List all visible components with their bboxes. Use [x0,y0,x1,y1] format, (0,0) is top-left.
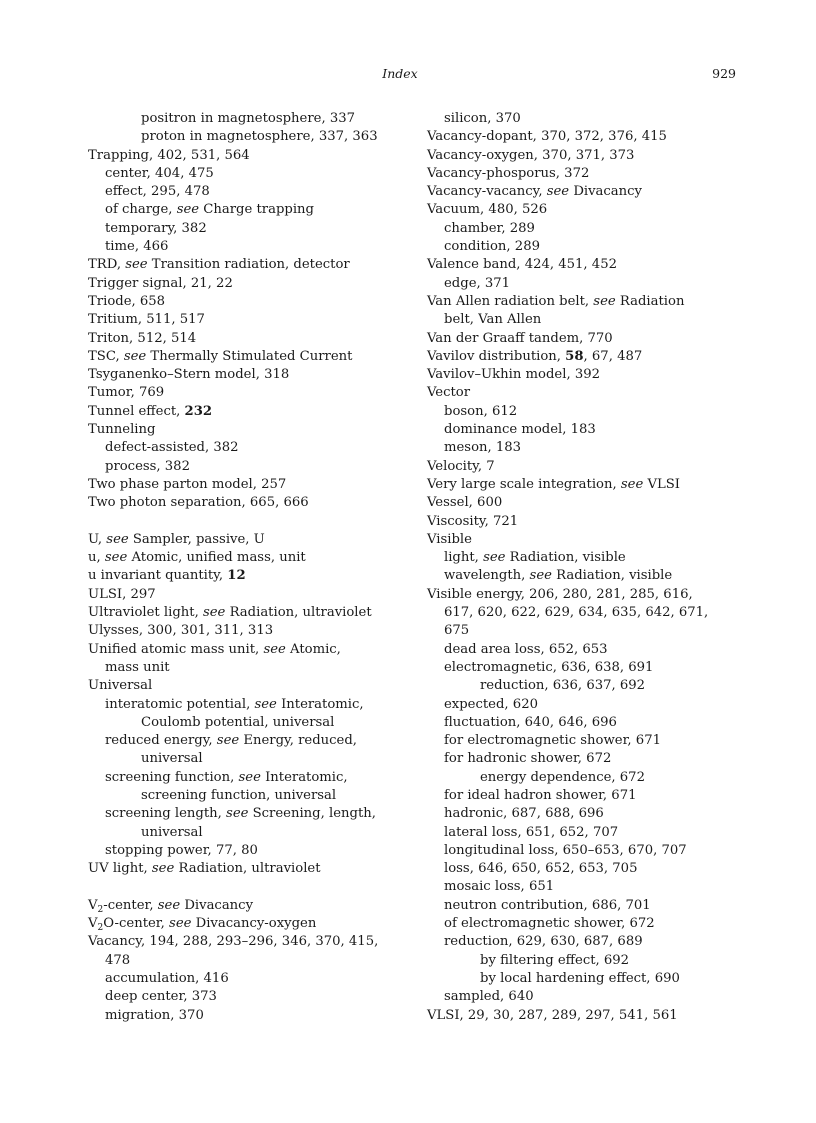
index-subentry [427,275,747,293]
entry-text: Trigger signal, 21, 22 [88,275,233,291]
entry-text: u, [88,550,105,566]
index-subentry [88,201,408,219]
entry-text: Two photon separation, 665, 666 [88,495,309,511]
entry-text: Energy, reduced, [239,733,357,749]
entry-text: mosaic loss, 651 [444,879,555,895]
index-subentry [88,238,408,256]
index-subentry [427,421,747,439]
entry-text: Divacancy [569,184,642,200]
index-entry [88,860,408,878]
entry-text: of electromagnetic shower, 672 [444,916,655,932]
index-entry [88,293,408,311]
see-reference: see [104,550,128,566]
index-entry [427,293,747,311]
index-subentry [427,824,747,842]
entry-text: Tunnel effect, [88,403,185,419]
index-entry [88,933,408,951]
index-subentry [427,878,747,896]
index-subentry [427,567,747,585]
entry-text: Charge trapping [199,202,314,218]
index-column-right [427,110,747,1025]
see-reference: see [151,861,175,877]
entry-text: Van der Graaff tandem, 770 [427,330,613,346]
entry-text: sampled, 640 [444,989,534,1005]
index-entry [88,915,408,933]
index-entry [427,183,747,201]
index-entry [88,476,408,494]
index-subentry [88,128,408,146]
index-entry [88,330,408,348]
entry-text: Very large scale integration, [427,476,621,492]
index-subentry [88,110,408,128]
entry-text: Tsyganenko–Stern model, 318 [88,367,290,383]
entry-text: screening length, [105,806,227,822]
entry-text: V [88,897,98,913]
entry-text: by local hardening effect, 690 [480,970,680,986]
index-entry [427,201,747,219]
entry-text: Vavilov–Ukhin model, 392 [427,367,601,383]
entry-text: condition, 289 [444,239,540,255]
entry-text: proton in magnetosphere, 337, 363 [141,129,378,145]
see-reference: see [546,184,570,200]
entry-text: stopping power, 77, 80 [105,842,258,858]
entry-text: chamber, 289 [444,220,535,236]
entry-text: Divacancy-oxygen [191,916,317,932]
entry-text: Triode, 658 [88,293,166,309]
entry-text: ULSI, 297 [88,586,156,602]
index-subentry [88,183,408,201]
index-subentry [427,549,747,567]
entry-text: Velocity, 7 [427,458,495,474]
index-entry [427,1007,747,1025]
running-header-title: Index [382,66,418,81]
see-reference: see [216,733,240,749]
entry-text: VLSI [643,476,680,492]
entry-text: Radiation, visible [551,568,673,584]
index-entry [88,641,408,659]
entry-text: 675 [444,623,470,639]
index-entry [427,147,747,165]
entry-text: Thermally Stimulated Current [146,348,353,364]
entry-text: Vessel, 600 [427,495,503,511]
entry-text: reduction, 636, 637, 692 [480,678,646,694]
index-subentry [88,988,408,1006]
entry-text: boson, 612 [444,403,518,419]
index-entry [427,165,747,183]
entry-text: Radiation, ultraviolet [225,605,372,621]
index-entry [427,330,747,348]
index-subentry [427,897,747,915]
see-reference: see [106,531,129,547]
index-subentry [88,787,408,805]
index-entry [88,403,408,421]
entry-text: Atomic, unified mass, unit [127,550,306,566]
entry-text: UV light, [88,861,152,877]
bold-page-ref: 12 [227,568,246,584]
entry-text: Vacancy-phosporus, 372 [427,165,590,181]
index-subentry [427,659,747,677]
entry-text: Radiation, visible [505,550,626,566]
index-subentry [427,238,747,256]
entry-text: Universal [88,678,153,694]
entry-text: Visible energy, 206, 280, 281, 285, 616, [427,586,693,602]
index-letter-gap [88,878,408,896]
entry-text: Vacuum, 480, 526 [427,202,548,218]
index-entry [88,549,408,567]
entry-text: light, [444,550,484,566]
entry-text: edge, 371 [444,275,511,291]
entry-text: -center, [103,897,158,913]
index-entry [427,128,747,146]
index-subentry [427,220,747,238]
entry-text: Triton, 512, 514 [88,330,197,346]
entry-text: deep center, 373 [105,989,217,1005]
entry-text: screening function, universal [141,787,337,803]
index-letter-gap [88,513,408,531]
index-entry [88,311,408,329]
index-subentry [427,677,747,695]
entry-text: Radiation [615,293,685,309]
entry-text: 2 [97,904,104,915]
entry-text: of charge, [105,202,177,218]
page-number: 929 [712,66,736,81]
entry-text: Vacancy-oxygen, 370, 371, 373 [427,147,635,163]
index-subentry [88,165,408,183]
index-entry [427,348,747,366]
index-entry [427,476,747,494]
entry-text: V [88,916,98,932]
entry-text: for ideal hadron shower, 671 [444,787,637,803]
entry-text: for hadronic shower, 672 [444,751,612,767]
see-reference: see [125,257,148,273]
see-reference: see [254,696,277,712]
entry-text: positron in magnetosphere, 337 [141,111,356,126]
entry-text: Van Allen radiation belt, [427,293,594,309]
entry-text: u invariant quantity, [88,568,228,584]
entry-text: silicon, 370 [444,111,521,126]
entry-text: Interatomic, [260,769,348,785]
entry-text: center, 404, 475 [105,165,214,181]
index-entry [427,531,747,549]
entry-text: Ulysses, 300, 301, 311, 313 [88,623,274,639]
index-entry [88,275,408,293]
entry-text: Ultraviolet light, [88,605,203,621]
index-entry [427,366,747,384]
index-entry [427,256,747,274]
index-subentry [88,952,408,970]
index-entry [88,384,408,402]
entry-text: for electromagnetic shower, 671 [444,733,661,749]
entry-text: meson, 183 [444,440,522,456]
entry-text: hadronic, 687, 688, 696 [444,806,604,822]
index-subentry [427,860,747,878]
index-subentry [88,732,408,750]
index-entry [88,256,408,274]
index-column-left [88,110,408,1025]
entry-text: by filtering effect, 692 [480,952,630,968]
entry-text: 478 [105,952,131,968]
index-subentry [88,1007,408,1025]
entry-text: U, [88,531,107,547]
entry-text: Tunneling [88,422,156,438]
entry-text: interatomic potential, [105,696,255,712]
index-entry [88,494,408,512]
index-subentry [88,769,408,787]
entry-text: Trapping, 402, 531, 564 [88,147,250,163]
index-entry [427,384,747,402]
entry-text: , 67, 487 [583,348,643,364]
entry-text: Viscosity, 721 [427,513,519,529]
index-subentry [88,842,408,860]
entry-text: energy dependence, 672 [480,769,645,785]
index-entry [88,897,408,915]
entry-text: electromagnetic, 636, 638, 691 [444,659,654,675]
entry-text: temporary, 382 [105,220,207,236]
entry-text: reduced energy, [105,733,217,749]
see-reference: see [238,769,261,785]
index-subentry [88,458,408,476]
index-entry [88,677,408,695]
see-reference: see [483,550,506,566]
entry-text: neutron contribution, 686, 701 [444,897,651,913]
index-entry [88,622,408,640]
index-entry [427,494,747,512]
index-entry [88,567,408,585]
index-entry [427,458,747,476]
see-reference: see [169,916,192,932]
index-entry [88,147,408,165]
index-subentry [427,933,747,951]
entry-text: Vacancy, 194, 288, 293–296, 346, 370, 415, [88,934,379,950]
index-subentry [427,439,747,457]
index-subentry [427,805,747,823]
entry-text: migration, 370 [105,1007,204,1023]
index-entry [88,421,408,439]
entry-text: Vacancy-vacancy, [427,184,547,200]
entry-text: lateral loss, 651, 652, 707 [444,824,619,840]
index-subentry [427,641,747,659]
index-subentry [88,659,408,677]
index-subentry [427,842,747,860]
see-reference: see [123,348,147,364]
entry-text: Tumor, 769 [88,385,165,401]
index-subentry [88,750,408,768]
entry-text: time, 466 [105,239,169,255]
bold-page-ref: 58 [565,348,584,364]
index-subentry [427,732,747,750]
index-subentry [427,988,747,1006]
index-subentry [427,952,747,970]
entry-text: Vacancy-dopant, 370, 372, 376, 415 [427,129,667,145]
index-subentry [427,403,747,421]
entry-text: Atomic, [285,641,341,657]
entry-text: fluctuation, 640, 646, 696 [444,714,617,730]
entry-text: Two phase parton model, 257 [88,476,287,492]
index-subentry [88,714,408,732]
entry-text: Visible [427,531,472,547]
entry-text: belt, Van Allen [444,312,542,328]
see-reference: see [176,202,200,218]
entry-text: Coulomb potential, universal [141,714,335,730]
entry-text: TSC, [88,348,124,364]
bold-page-ref: 232 [184,403,213,419]
entry-text: effect, 295, 478 [105,184,210,200]
index-subentry [88,970,408,988]
entry-text: Vector [427,385,471,401]
entry-text: universal [141,824,203,840]
index-entry [88,348,408,366]
entry-text: reduction, 629, 630, 687, 689 [444,934,643,950]
index-subentry [427,970,747,988]
index-subentry [427,604,747,622]
see-reference: see [529,568,552,584]
see-reference: see [157,897,181,913]
entry-text: loss, 646, 650, 652, 653, 705 [444,861,638,877]
entry-text: expected, 620 [444,696,538,712]
index-subentry [88,696,408,714]
index-subentry [88,220,408,238]
index-entry [88,604,408,622]
entry-text: dead area loss, 652, 653 [444,641,608,657]
see-reference: see [202,605,226,621]
entry-text: universal [141,751,203,767]
entry-text: 2 [97,923,104,934]
entry-text: Transition radiation, detector [147,257,350,273]
entry-text: longitudinal loss, 650–653, 670, 707 [444,842,687,858]
index-entry [427,586,747,604]
entry-text: Screening, length, [248,806,376,822]
index-subentry [427,714,747,732]
entry-text: Vavilov distribution, [427,348,566,364]
see-reference: see [620,476,644,492]
index-subentry [427,622,747,640]
entry-text: mass unit [105,659,170,675]
entry-text: Unified atomic mass unit, [88,641,264,657]
see-reference: see [593,293,616,309]
index-subentry [88,824,408,842]
entry-text: Interatomic, [276,696,364,712]
entry-text: dominance model, 183 [444,422,596,438]
index-subentry [427,769,747,787]
index-entry [88,366,408,384]
see-reference: see [263,641,286,657]
entry-text: wavelength, [444,568,530,584]
index-entry [427,513,747,531]
entry-text: accumulation, 416 [105,970,229,986]
entry-text: Sampler, passive, U [128,531,265,547]
entry-text: Radiation, ultraviolet [174,861,321,877]
entry-text: defect-assisted, 382 [105,440,239,456]
index-subentry [427,750,747,768]
see-reference: see [226,806,249,822]
entry-text: O-center, [103,916,170,932]
index-entry [88,586,408,604]
entry-text: VLSI, 29, 30, 287, 289, 297, 541, 561 [427,1007,678,1023]
entry-text: Valence band, 424, 451, 452 [427,257,617,273]
index-subentry [427,110,747,128]
entry-text: 617, 620, 622, 629, 634, 635, 642, 671, [444,605,709,621]
index-subentry [427,915,747,933]
index-subentry [427,696,747,714]
index-subentry [427,787,747,805]
entry-text: process, 382 [105,458,190,474]
index-subentry [427,311,747,329]
entry-text: screening function, [105,769,239,785]
entry-text: Tritium, 511, 517 [88,312,205,328]
entry-text: TRD, [88,257,126,273]
entry-text: Divacancy [180,897,254,913]
index-subentry [88,805,408,823]
index-entry [88,531,408,549]
index-subentry [88,439,408,457]
